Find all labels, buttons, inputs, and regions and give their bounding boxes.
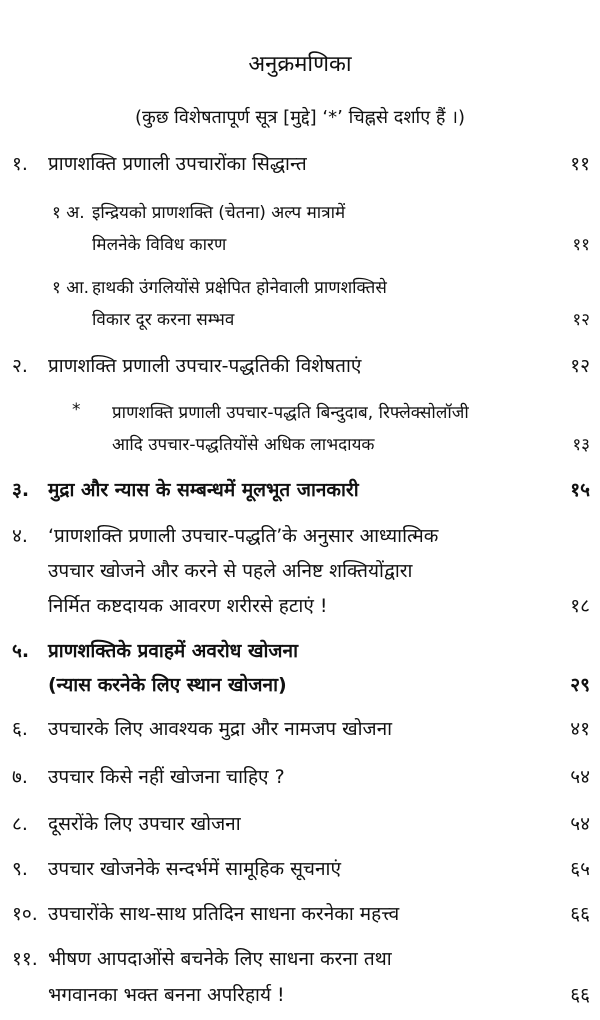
toc-entry-number: ८.	[12, 813, 28, 835]
toc-entry-page-number: ६६	[570, 984, 590, 1006]
toc-entry-title: प्राणशक्ति प्रणाली उपचारोंका सिद्धान्त	[48, 153, 307, 175]
toc-entry-title: उपचार खोजनेके सन्दर्भमें सामूहिक सूचनाएं	[48, 858, 341, 880]
toc-entry-page-number: ११	[570, 153, 590, 175]
toc-entry-number: १ अ.	[52, 203, 85, 223]
toc-entry-title: प्राणशक्ति प्रणाली उपचार-पद्धतिकी विशेषताएं	[48, 355, 362, 377]
toc-entry-title: उपचार खोजने और करने से पहले अनिष्ट शक्तियोंद्वारा	[48, 560, 413, 582]
toc-entry-title: प्राणशक्तिके प्रवाहमें अवरोध खोजना	[48, 640, 298, 662]
toc-entry-page-number: १२	[570, 355, 590, 377]
page-note: (कुछ विशेषतापूर्ण सूत्र [मुद्दे] ‘*’ चिह्नसे दर्शाए हैं ।)	[134, 107, 466, 128]
toc-entry-title: विकार दूर करना सम्भव	[92, 310, 235, 330]
toc-entry-title: हाथकी उंगलियोंसे प्रक्षेपित होनेवाली प्राणशक्तिसे	[92, 278, 387, 298]
toc-entry-page-number: १५	[570, 479, 590, 501]
toc-entry-page-number: २९	[570, 674, 590, 696]
toc-entry-number: १०.	[12, 903, 38, 925]
toc-entry-title: उपचारोंके साथ-साथ प्रतिदिन साधना करनेका महत्त्व	[48, 903, 400, 925]
toc-entry-title: आदि उपचार-पद्धतियोंसे अधिक लाभदायक	[112, 435, 375, 455]
toc-entry-number: ३.	[12, 479, 30, 501]
toc-entry-number: १ आ.	[52, 278, 90, 298]
toc-entry-page-number: ५४	[570, 766, 590, 788]
toc-entry-page-number: ४१	[570, 718, 590, 740]
toc-entry-title: दूसरोंके लिए उपचार खोजना	[48, 813, 241, 835]
toc-entry-title: इन्द्रियको प्राणशक्ति (चेतना) अल्प मात्रामें	[92, 203, 346, 223]
toc-entry-page-number: १८	[570, 595, 590, 617]
toc-entry-number: ७.	[12, 766, 28, 788]
toc-entry-page-number: १३	[572, 435, 590, 455]
toc-entry-number: २.	[12, 355, 28, 377]
toc-entry-title: मिलनेके विविध कारण	[92, 235, 227, 255]
toc-entry-number: ६.	[12, 718, 28, 740]
toc-entry-title: भगवानका भक्त बनना अपरिहार्य !	[48, 984, 285, 1006]
toc-entry-title: उपचार किसे नहीं खोजना चाहिए ?	[48, 766, 285, 788]
toc-entry-number: ५.	[12, 640, 30, 662]
toc-entry-page-number: १२	[572, 310, 590, 330]
toc-entry-number: ९.	[12, 858, 28, 880]
toc-entry-number: ११.	[12, 948, 38, 970]
toc-entry-title: ‘प्राणशक्ति प्रणाली उपचार-पद्धति’के अनुसार आध्यात्मिक	[48, 525, 439, 547]
toc-entry-title: उपचारके लिए आवश्यक मुद्रा और नामजप खोजना	[48, 718, 393, 740]
toc-entry-number: *	[72, 400, 81, 420]
toc-entry-title: प्राणशक्ति प्रणाली उपचार-पद्धति बिन्दुदाब, रिफ्लेक्सोलॉजी	[112, 403, 469, 423]
toc-entry-page-number: ६५	[570, 858, 590, 880]
toc-entry-page-number: ६६	[570, 903, 590, 925]
toc-entry-title: मुद्रा और न्यास के सम्बन्धमें मूलभूत जानकारी	[48, 479, 359, 501]
toc-entry-title: भीषण आपदाओंसे बचनेके लिए साधना करना तथा	[48, 948, 392, 970]
toc-entry-page-number: ११	[572, 235, 590, 255]
toc-entry-title: (न्यास करनेके लिए स्थान खोजना)	[48, 674, 287, 696]
toc-entry-page-number: ५४	[570, 813, 590, 835]
toc-entry-title: निर्मित कष्टदायक आवरण शरीरसे हटाएं !	[48, 595, 328, 617]
toc-entry-number: १.	[12, 153, 28, 175]
toc-entry-number: ४.	[12, 525, 28, 547]
page-title: अनुक्रमणिका	[248, 52, 352, 77]
